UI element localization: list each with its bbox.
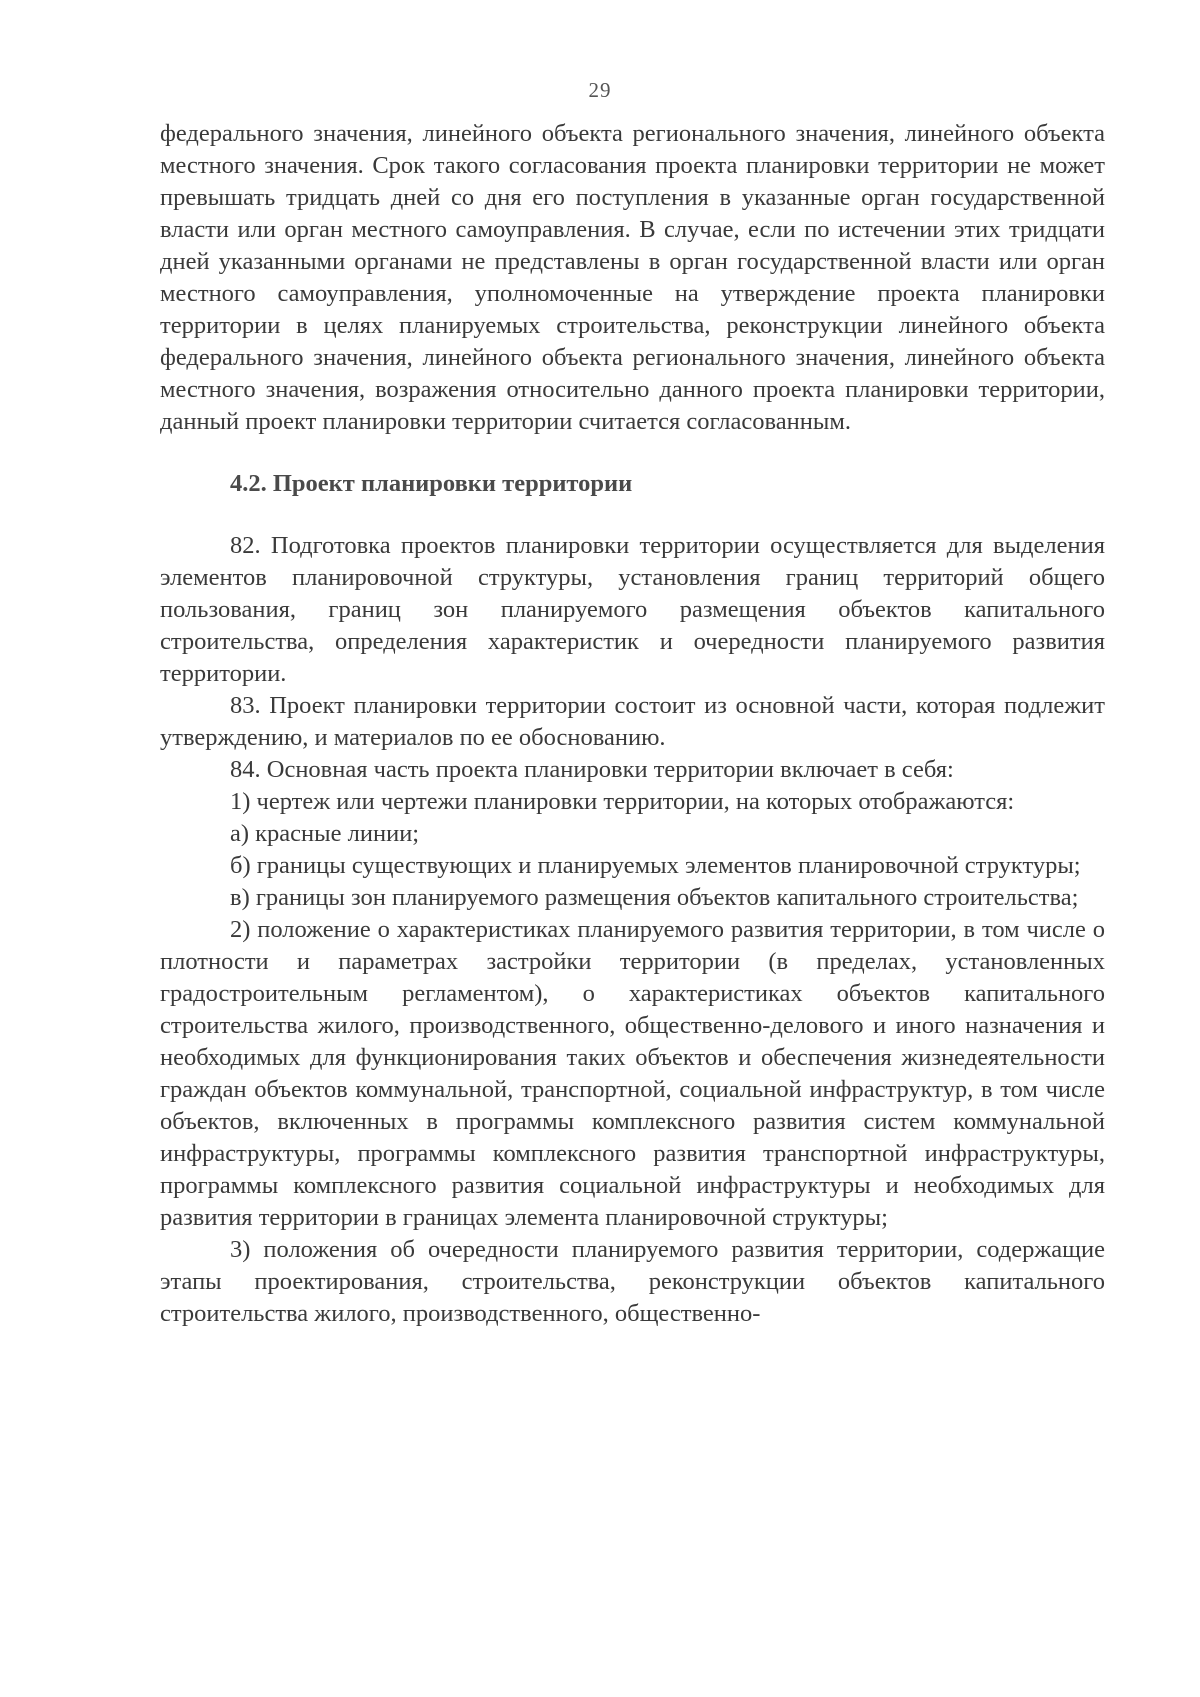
list-item-b: б) границы существующих и планируемых элементов планировочной структуры; — [230, 852, 1081, 879]
list-item-v: в) границы зон планируемого размещения объектов капитального строительства; — [230, 884, 1079, 911]
page-number: 29 — [588, 78, 612, 102]
paragraph-83: 83. Проект планировки территории состоит из основной части, которая подлежит утверждению, и материалов по ее обоснованию. — [160, 692, 1105, 751]
list-item-3: 3) положения об очередности планируемого развития территории, содержащие этапы проектирования, строительства, реконструкции объектов капитального строительства жилого, производственного, общественно- — [160, 1236, 1105, 1327]
document-body — [160, 118, 1105, 1330]
section-heading: 4.2. Проект планировки территории — [230, 470, 633, 497]
paragraph-84: 84. Основная часть проекта планировки территории включает в себя: — [230, 756, 954, 783]
list-item-a: а) красные линии; — [230, 820, 420, 847]
list-item-2: 2) положение о характеристиках планируемого развития территории, в том числе о плотности и параметрах застройки территории (в пределах, установленных градостроительным регламентом), о характеристиках объектов капитального строительства жилого, производственного, общественно-делового и иного назначения и необходимых для функционирования таких объектов и обеспечения жизнедеятельности граждан объектов коммунальной, транспортной, социальной инфраструктур, в том числе объектов, включенных в программы комплексного развития систем коммунальной инфраструктуры, программы комплексного развития транспортной инфраструктуры, программы комплексного развития социальной инфраструктуры и необходимых для развития территории в границах элемента планировочной структуры; — [160, 916, 1105, 1231]
continuation-paragraph: федерального значения, линейного объекта регионального значения, линейного объекта местного значения. Срок такого согласования проекта планировки территории не может превышать тридцать дней со дня его поступления в указанные орган государственной власти или орган местного самоуправления. В случае, если по истечении этих тридцати дней указанными органами не представлены в орган государственной власти или орган местного самоуправления, уполномоченные на утверждение проекта планировки территории в целях планируемых строительства, реконструкции линейного объекта федерального значения, линейного объекта регионального значения, линейного объекта местного значения, возражения относительно данного проекта планировки территории, данный проект планировки территории считается согласованным. — [160, 120, 1105, 435]
paragraph-82: 82. Подготовка проектов планировки территории осуществляется для выделения элементов планировочной структуры, установления границ территорий общего пользования, границ зон планируемого размещения объектов капитального строительства, определения характеристик и очередности планируемого развития территории. — [160, 532, 1105, 687]
list-item-1: 1) чертеж или чертежи планировки территории, на которых отображаются: — [230, 788, 1015, 815]
